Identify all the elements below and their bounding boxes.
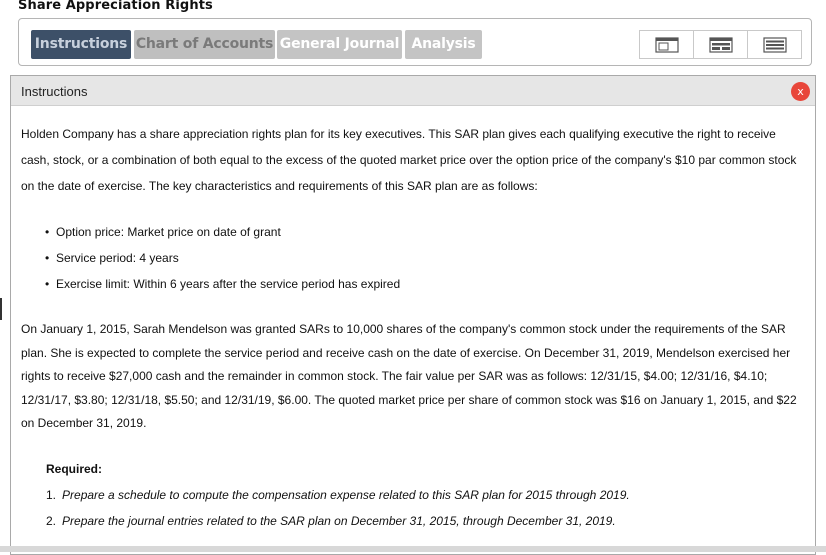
single-panel-layout-icon bbox=[655, 37, 679, 53]
instructions-panel bbox=[10, 75, 816, 555]
tab-analysis[interactable]: Analysis bbox=[405, 30, 482, 59]
tab-instructions[interactable]: Instructions bbox=[31, 30, 131, 59]
requirements-list bbox=[46, 482, 801, 534]
list-item bbox=[46, 508, 801, 534]
tab-chart-of-accounts[interactable]: Chart of Accounts bbox=[134, 30, 275, 59]
plan-requirements-list bbox=[21, 219, 801, 297]
requirement-number: 2. bbox=[46, 513, 57, 528]
split-panel-layout-button[interactable] bbox=[694, 31, 748, 58]
page-title: Share Appreciation Rights bbox=[18, 0, 213, 13]
requirement-text: Prepare the journal entries related to the SAR plan on December 31, 2015, through December 31, 2019. bbox=[62, 513, 616, 528]
split-panel-layout-icon bbox=[709, 37, 733, 53]
details-paragraph: On January 1, 2015, Sarah Mendelson was granted SARs to 10,000 shares of the company's common stock under the requirements of the SAR plan. She is expected to complete the service period and receive cash on the date of exercise. On December 31, 2019, Mendelson exercised her rights to receive $27,000 cash and the remainder in common stock. The fair value per SAR was as follows: 12/31/15, $4.00; 12/31/16, $4.10; 12/31/17, $3.80; 12/31/18, $5.50; and 12/31/19, $6.00. The quoted market price per share of common stock was $16 on January 1, 2015, and $22 on December 31, 2019. bbox=[21, 322, 797, 430]
list-item: • Exercise limit: Within 6 years after the service period has expired bbox=[45, 271, 801, 297]
required-heading: Required: bbox=[46, 461, 103, 476]
tab-general-journal[interactable]: General Journal bbox=[277, 30, 402, 59]
instructions-content bbox=[21, 121, 801, 534]
intro-paragraph: Holden Company has a share appreciation rights plan for its key executives. This SAR plan gives each qualifying executive the right to receive cash, stock, or a combination of both equal to the excess of the quoted market price over the option price of the company's $10 par common stock on the date of exercise. The key characteristics and requirements of this SAR plan are as follows: bbox=[21, 127, 797, 193]
side-marker bbox=[0, 298, 2, 320]
list-layout-button[interactable] bbox=[748, 31, 801, 58]
panel-header bbox=[11, 76, 815, 106]
close-icon[interactable]: x bbox=[791, 82, 810, 101]
list-item bbox=[46, 482, 801, 508]
layout-toggle-group bbox=[639, 30, 802, 59]
single-panel-layout-button[interactable] bbox=[640, 31, 694, 58]
tab-bar bbox=[18, 18, 812, 66]
requirement-text: Prepare a schedule to compute the compensation expense related to this SAR plan for 2015 through 2019. bbox=[62, 487, 630, 502]
bottom-scroll-strip bbox=[0, 546, 826, 552]
list-item: • Service period: 4 years bbox=[45, 245, 801, 271]
panel-title: Instructions bbox=[21, 84, 88, 99]
requirement-number: 1. bbox=[46, 487, 57, 502]
list-layout-icon bbox=[763, 37, 787, 53]
list-item: • Option price: Market price on date of grant bbox=[45, 219, 801, 245]
